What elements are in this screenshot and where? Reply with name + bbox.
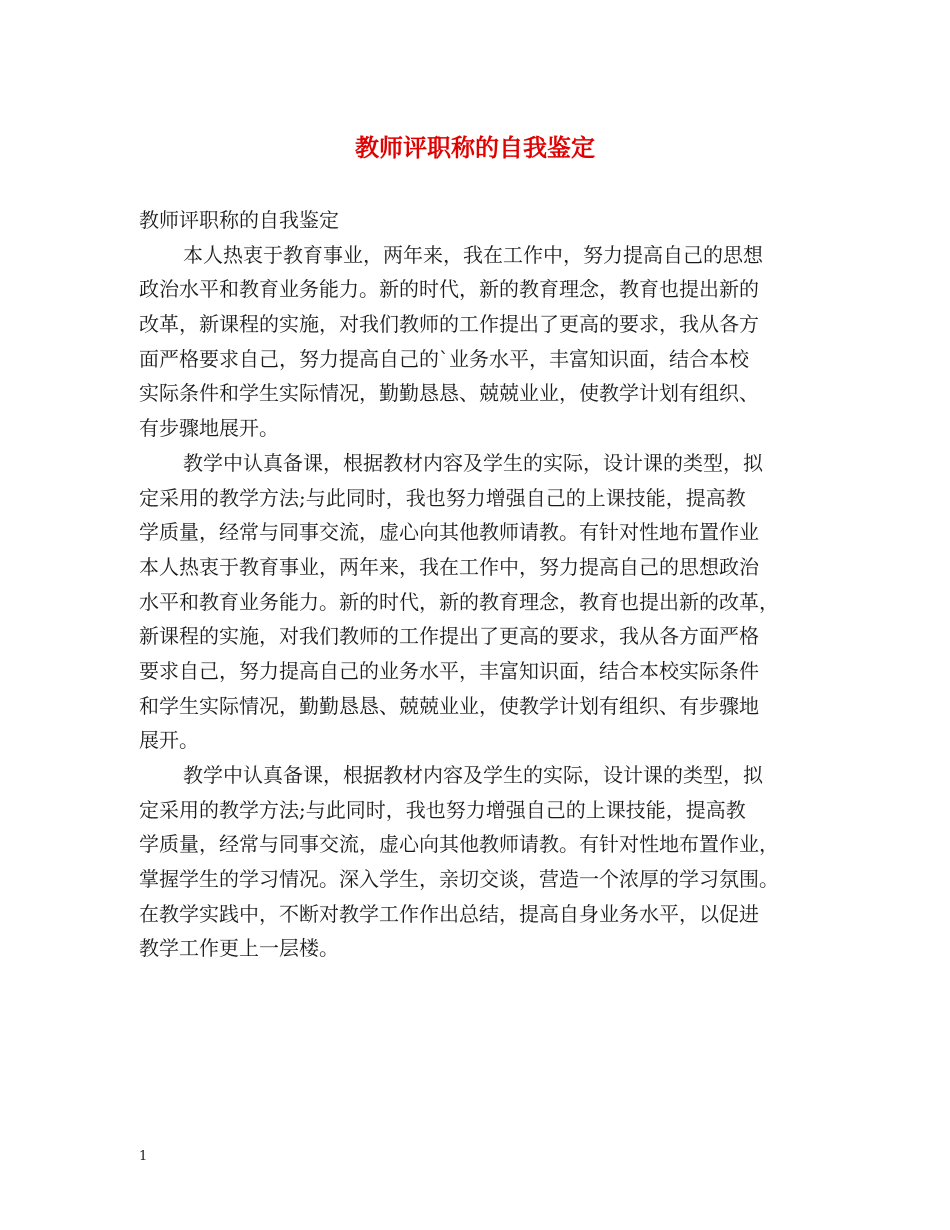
body-text-line: 教学工作更上一层楼。 <box>139 936 339 961</box>
body-text-line: 本人热衷于教育事业，两年来，我在工作中，努力提高自己的思想 <box>183 242 763 267</box>
body-text-line: 学质量，经常与同事交流，虚心向其他教师请教。有针对性地布置作业 <box>139 520 759 545</box>
body-text-line: 本人热衷于教育事业，两年来，我在工作中，努力提高自己的思想政治 <box>139 554 759 579</box>
body-text-line: 要求自己，努力提高自己的业务水平，丰富知识面，结合本校实际条件 <box>139 658 759 683</box>
body-text-line: 新课程的实施，对我们教师的工作提出了更高的要求，我从各方面严格 <box>139 624 759 649</box>
body-text-line: 政治水平和教育业务能力。新的时代，新的教育理念，教育也提出新的 <box>139 277 759 302</box>
body-text-line: 教学中认真备课，根据教材内容及学生的实际，设计课的类型，拟 <box>183 763 763 787</box>
body-text-line: 面严格要求自己，努力提高自己的`业务水平，丰富知识面，结合本校 <box>139 346 749 371</box>
body-text-line: 学质量，经常与同事交流，虚心向其他教师请教。有针对性地布置作业， <box>139 832 779 857</box>
body-text-line: 和学生实际情况，勤勤恳恳、兢兢业业，使教学计划有组织、有步骤地 <box>139 693 759 718</box>
page-number: 1 <box>139 1149 148 1164</box>
body-text-line: 定采用的教学方法;与此同时，我也努力增强自己的上课技能，提高教 <box>139 485 746 510</box>
body-text-line: 定采用的教学方法;与此同时，我也努力增强自己的上课技能，提高教 <box>139 797 746 822</box>
document-body <box>139 203 819 966</box>
body-text-line: 掌握学生的学习情况。深入学生，亲切交谈，营造一个浓厚的学习氛围。 <box>139 867 779 892</box>
body-text-line: 水平和教育业务能力。新的时代，新的教育理念，教育也提出新的改革， <box>139 589 779 614</box>
body-text-line: 实际条件和学生实际情况，勤勤恳恳、兢兢业业，使教学计划有组织、 <box>139 381 759 406</box>
body-text-line: 在教学实践中，不断对教学工作作出总结，提高自身业务水平，以促进 <box>139 901 759 926</box>
document-title: 教师评职称的自我鉴定 <box>355 133 595 162</box>
body-text-line: 有步骤地展开。 <box>139 416 279 441</box>
body-text-line: 展开。 <box>139 728 199 753</box>
body-heading-line: 教师评职称的自我鉴定 <box>139 208 339 232</box>
body-text-line: 改革，新课程的实施，对我们教师的工作提出了更高的要求，我从各方 <box>139 312 759 337</box>
body-text-line: 教学中认真备课，根据教材内容及学生的实际，设计课的类型，拟 <box>183 450 763 475</box>
